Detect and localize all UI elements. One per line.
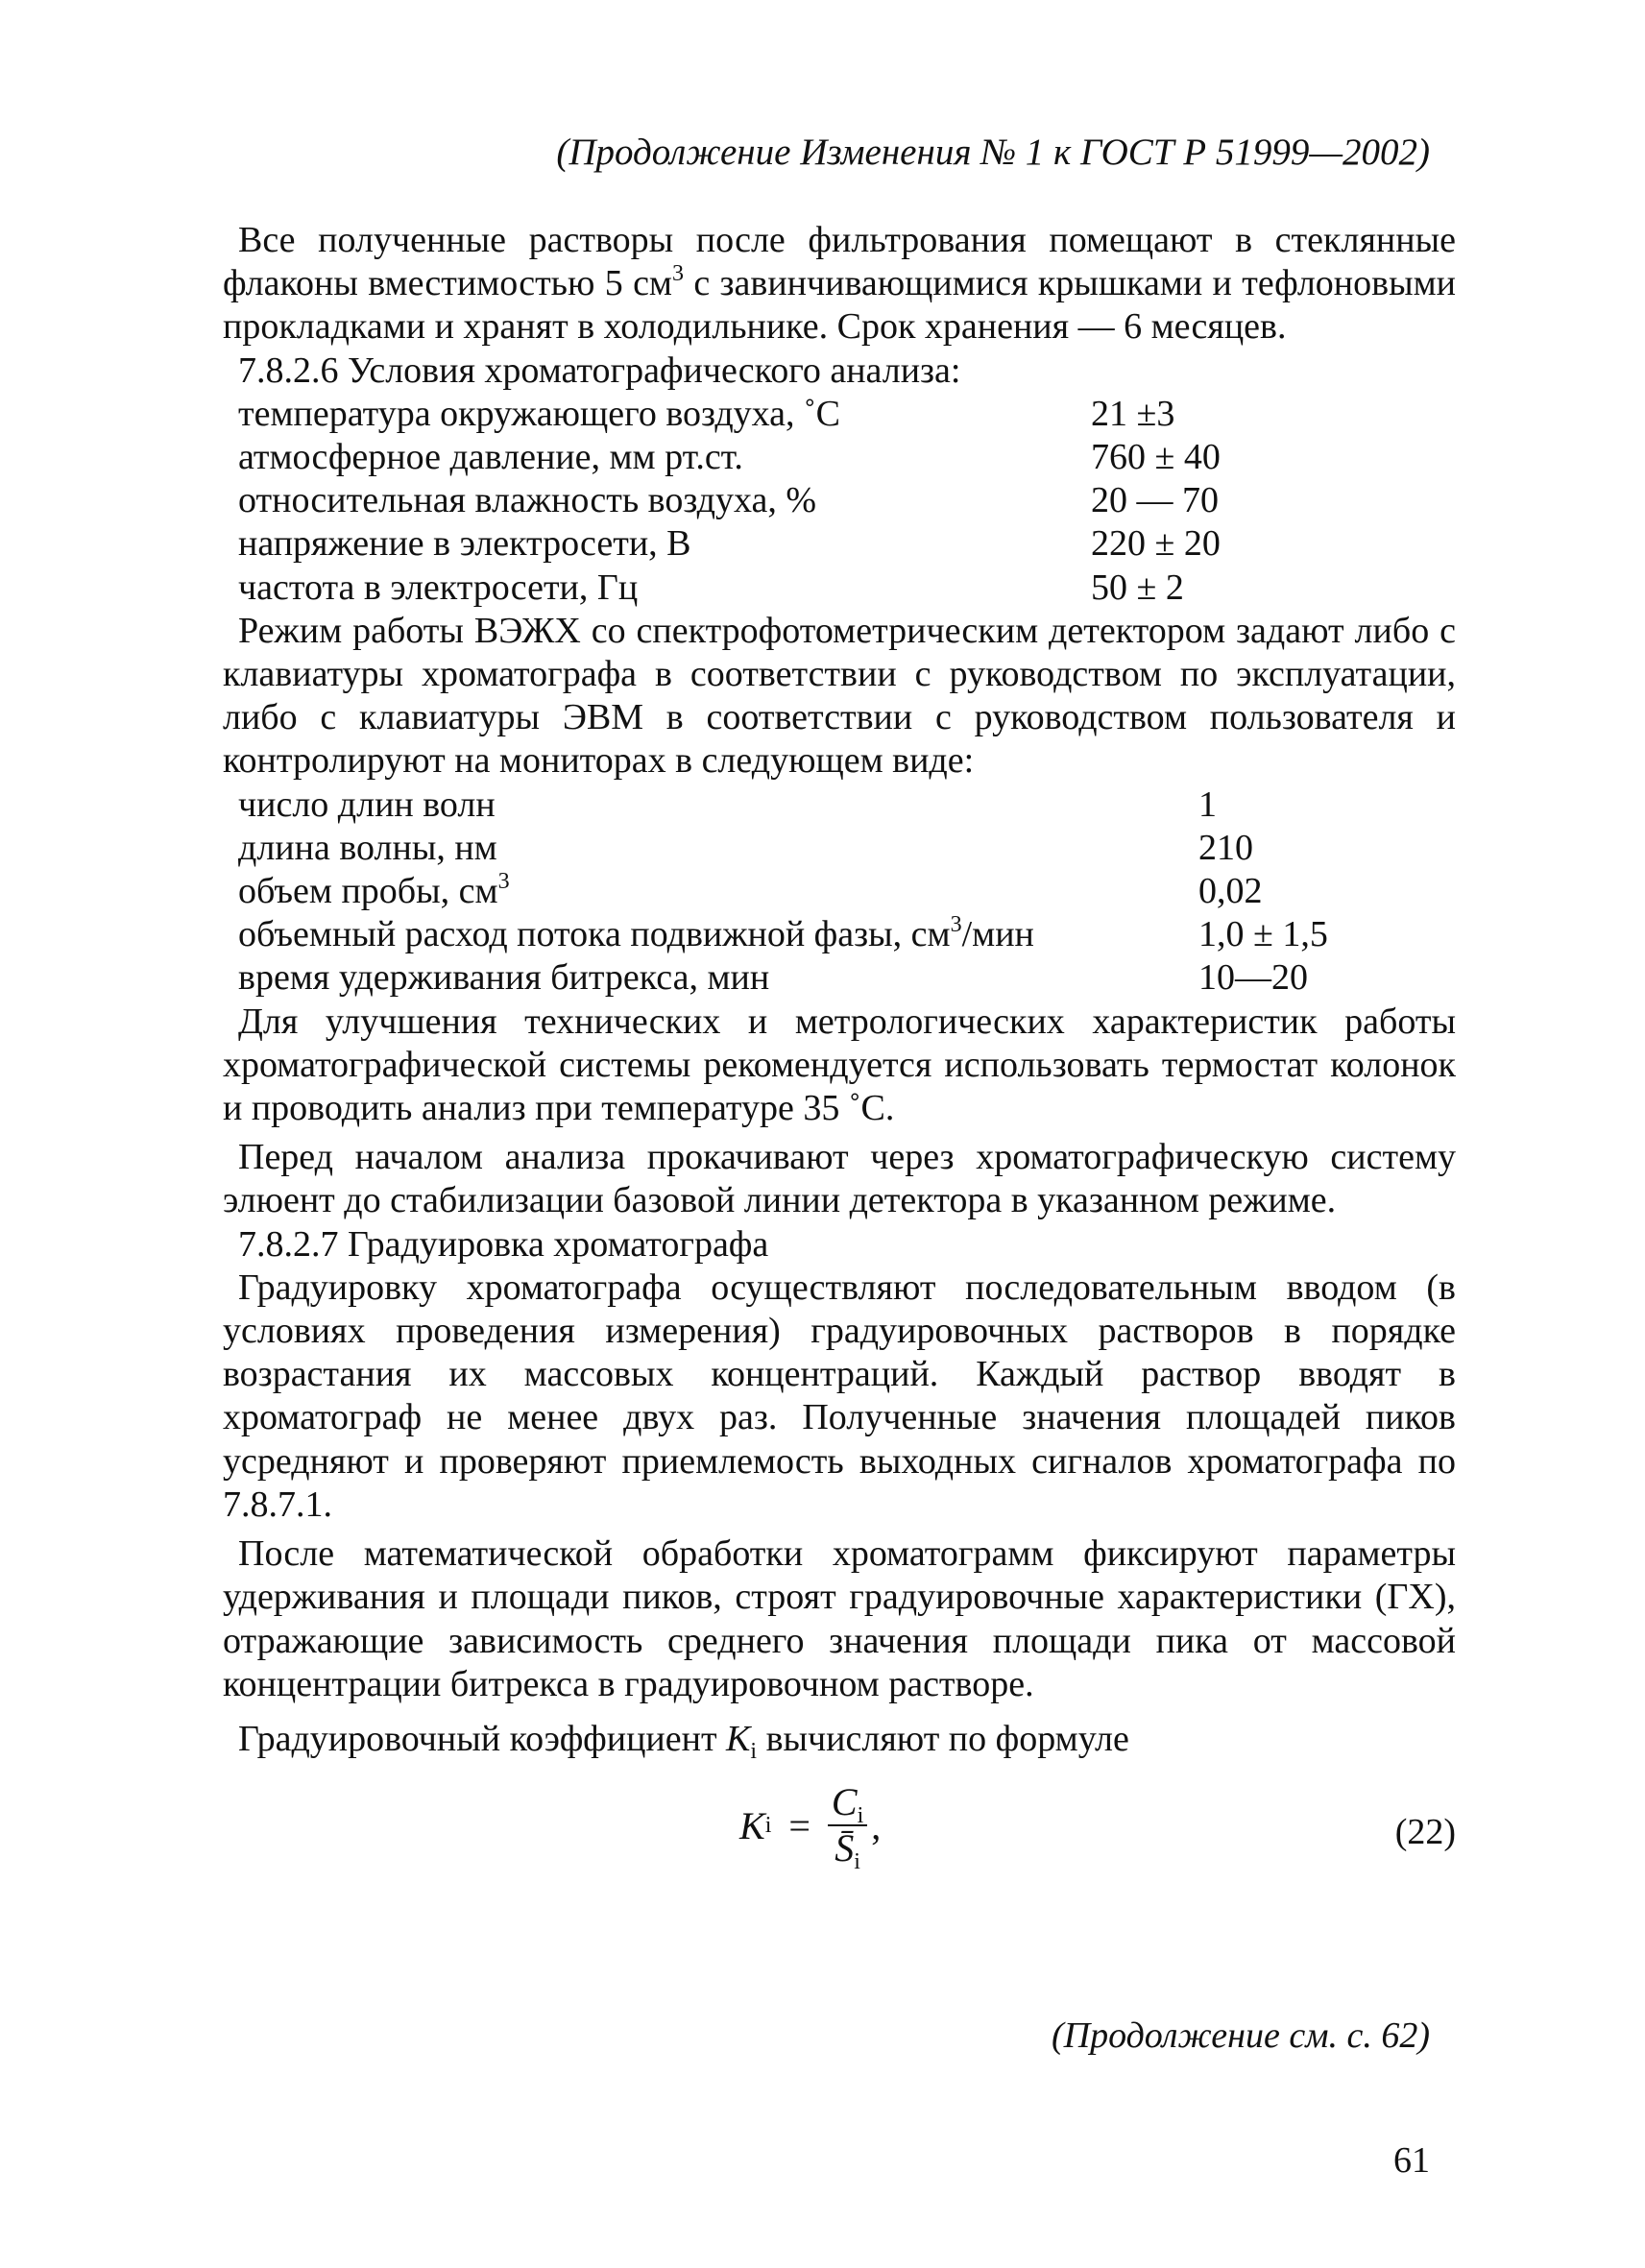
table-row: длина волны, нм 210 bbox=[238, 827, 1253, 868]
formula-expression: K i = $\frac{C_i}{S̄_i}$ , bbox=[739, 1780, 882, 1875]
conditions-table bbox=[223, 393, 1456, 610]
table-row: объем пробы, $см^3$ 0,02 bbox=[238, 869, 1263, 912]
parameters-table bbox=[223, 784, 1456, 1001]
table-row: время удерживания битрекса, мин 10—20 bbox=[238, 957, 1308, 999]
paragraph-before-analysis: Перед началом анализа прокачивают через хроматографическую систему элюент до стабилизации базовой линии детектора в указанном режиме. bbox=[223, 1137, 1456, 1221]
equation-number: (22) bbox=[1394, 1812, 1456, 1853]
section-7-8-2-6-heading: 7.8.2.6 Условия хроматографического анализа: bbox=[238, 350, 961, 391]
paragraph-after-processing: После математической обработки хроматограмм фиксируют параметры удерживания и площади пиков, строят градуировочные характеристики (ГХ), отражающие зависимость среднего значения площади пика от массовой концентрации битрекса в градуировочном растворе. bbox=[223, 1533, 1456, 1704]
table-row: объемный расход потока подвижной фазы, $см^3$/мин 1,0 ± 1,5 bbox=[238, 912, 1328, 955]
paragraph-coefficient: Градуировочный коэффициент $K_i$ вычисляют по формуле bbox=[238, 1718, 1129, 1764]
table-row: напряжение в электросети, В 220 ± 20 bbox=[238, 523, 1221, 565]
paragraph-improve: Для улучшения технических и метрологических характеристик работы хроматографической системы рекомендуется использовать термостат колонок и проводить анализ при температуре 35 ˚С. bbox=[223, 1001, 1456, 1129]
continuation-note: (Продолжение см. с. 62) bbox=[1051, 2015, 1430, 2056]
table-row: число длин волн 1 bbox=[238, 784, 1217, 825]
table-row: температура окружающего воздуха, ˚С 21 ±3 bbox=[238, 393, 1175, 434]
section-7-8-2-7-heading: 7.8.2.7 Градуировка хроматографа bbox=[238, 1223, 769, 1265]
table-row: частота в электросети, Гц 50 ± 2 bbox=[238, 567, 1184, 608]
formula-22 bbox=[223, 1769, 1456, 1903]
running-header: (Продолжение Изменения № 1 к ГОСТ Р 51999—2002) bbox=[556, 132, 1430, 173]
paragraph-solutions: Все полученные растворы после фильтрования помещают в стеклянные флаконы вместимостью 5 $см^3$ с завинчивающимися крышками и тефлоновыми прокладками и хранят в холодильнике. Срок хранения — 6 месяцев. bbox=[223, 220, 1456, 348]
page-number: 61 bbox=[1393, 2140, 1430, 2181]
formula-fraction: $\frac{C_i}{S̄_i}$ bbox=[828, 1780, 867, 1870]
paragraph-graduation: Градуировку хроматографа осуществляют последовательным вводом (в условиях проведения измерения) градуировочных растворов в порядке возрастания их массовых концентраций. Каждый раствор вводят в хроматограф не менее двух раз. Полученные значения площадей пиков усредняют и проверяют приемлемость выходных сигналов хроматографа по 7.8.7.1. bbox=[223, 1267, 1456, 1525]
table-row: атмосферное давление, мм рт.ст. 760 ± 40 bbox=[238, 437, 1221, 478]
paragraph-mode: Режим работы ВЭЖХ со спектрофотометрическим детектором задают либо с клавиатуры хроматографа в соответствии с руководством по эксплуатации, либо с клавиатуры ЭВМ в соответствии с руководством пользователя и контролируют на мониторах в следующем виде: bbox=[223, 610, 1456, 782]
document-body bbox=[223, 219, 1456, 1903]
table-row: относительная влажность воздуха, % 20 — 70 bbox=[238, 480, 1219, 521]
